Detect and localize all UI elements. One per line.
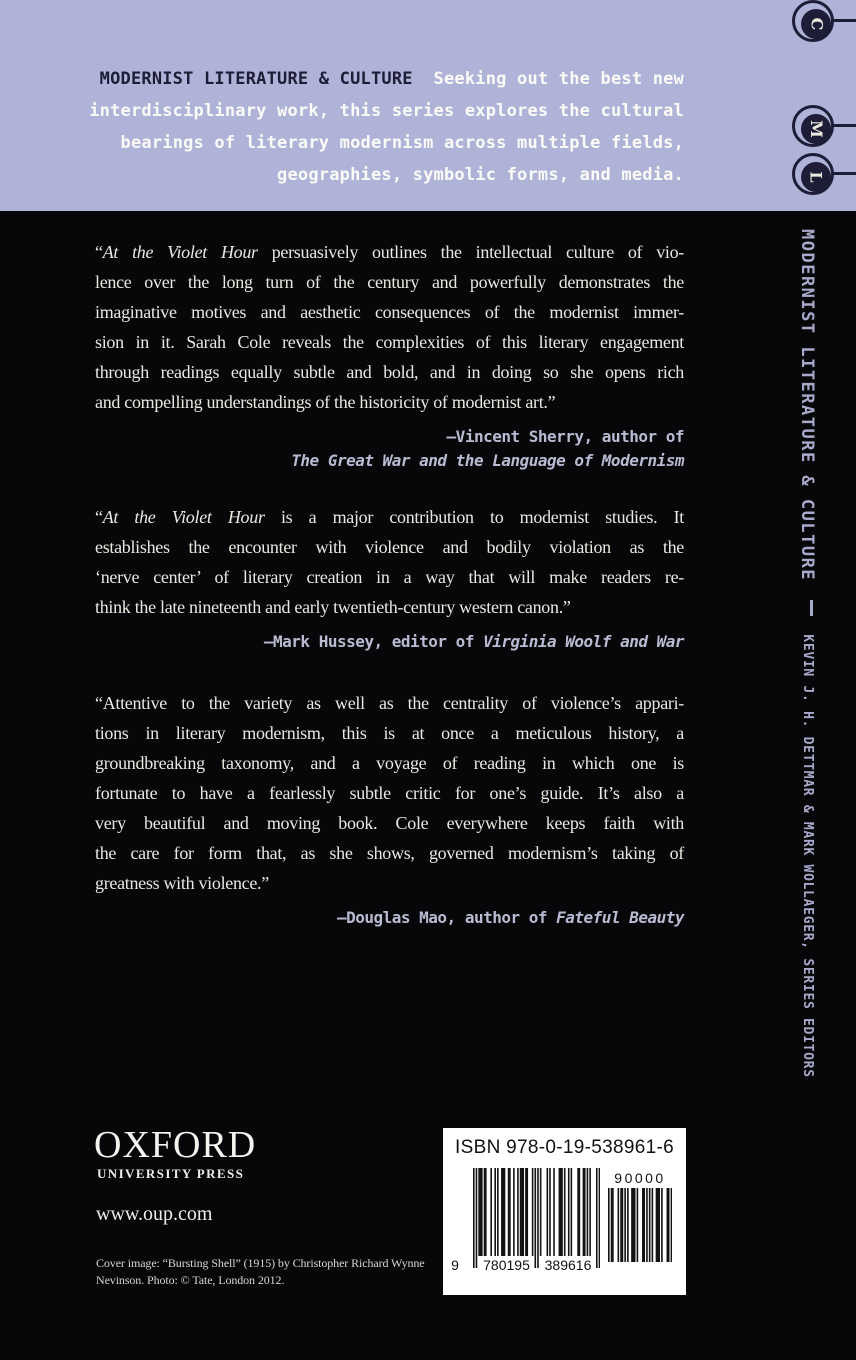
text-segment: —Vincent Sherry, author of: [446, 427, 684, 446]
mlc-logo-key-c: [792, 0, 856, 42]
text-segment: MODERNIST LITERATURE & CULTURE: [99, 69, 413, 89]
barcode-panel: [443, 1128, 686, 1295]
mlc-letter-l: L: [807, 171, 826, 183]
review-quote-mao: [95, 688, 684, 930]
series-spine-text: [797, 229, 817, 1078]
quote-attribution: [95, 906, 684, 930]
mlc-key-face: [801, 9, 831, 39]
text-segment: “: [95, 242, 103, 262]
banner-line: [84, 127, 684, 159]
text-segment: Virginia Woolf and War: [483, 632, 684, 651]
quote-line: [95, 748, 684, 778]
text-segment: geographies, symbolic forms, and media.: [277, 165, 684, 185]
quote-line: [95, 778, 684, 808]
mlc-key-face: [801, 162, 831, 192]
attribution-line: [95, 449, 684, 473]
text-segment: is a major contribution to modernist studies. It: [264, 507, 684, 527]
review-quote-sherry: [95, 237, 684, 473]
barcode-digit-group: 389616: [541, 1257, 595, 1274]
text-segment: establishes the encounter with violence and bodily violation as the: [95, 537, 684, 557]
spine-series-title: MODERNIST LITERATURE & CULTURE: [797, 229, 817, 582]
mlc-key-line: [832, 19, 856, 22]
quote-line: [95, 808, 684, 838]
text-segment: persuasively outlines the intellectual culture of vio-: [257, 242, 684, 262]
text-segment: ‘nerve center’ of literary creation in a way that will make readers re-: [95, 567, 684, 587]
text-segment: —Douglas Mao, author of: [336, 908, 557, 927]
attribution-line: [95, 906, 684, 930]
quote-line: [95, 267, 684, 297]
barcode-digit-group: 9: [449, 1257, 461, 1274]
text-segment: —Mark Hussey, editor of: [263, 632, 484, 651]
quote-line: [95, 297, 684, 327]
mlc-letter-m: M: [807, 120, 826, 138]
mlc-key-face: [801, 114, 831, 144]
quote-line: [95, 237, 684, 267]
text-segment: imaginative motives and aesthetic consequences of the modernist immer-: [95, 302, 684, 322]
text-segment: greatness with violence.”: [95, 873, 269, 893]
quote-line: [95, 688, 684, 718]
quote-line: [95, 532, 684, 562]
text-segment: The Great War and the Language of Modernism: [291, 451, 684, 470]
spine-separator: [810, 600, 813, 616]
ean5-supplement-barcode: [608, 1188, 672, 1264]
text-segment: think the late nineteenth and early twentieth-century western canon.”: [95, 597, 571, 617]
banner-line: [84, 159, 684, 191]
credit-line: Nevinson. Photo: © Tate, London 2012.: [96, 1272, 285, 1287]
price-code: 90000: [614, 1170, 666, 1186]
mlc-key-ring: [792, 153, 834, 195]
mlc-key-ring: [792, 105, 834, 147]
barcode-digit-group: 780195: [481, 1257, 532, 1274]
text-segment: bearings of literary modernism across multiple fields,: [120, 133, 684, 153]
quote-line: [95, 838, 684, 868]
text-segment: Fateful Beauty: [556, 908, 684, 927]
oxford-logo: OXFORD: [94, 1124, 257, 1166]
quote-attribution: [95, 425, 684, 473]
text-segment: and compelling understandings of the historicity of modernist art.”: [95, 392, 556, 412]
text-segment: fortunate to have a fearlessly subtle critic for one’s guide. It’s also a: [95, 783, 684, 803]
quote-line: [95, 562, 684, 592]
text-segment: “Attentive to the variety as well as the centrality of violence’s appari-: [95, 693, 684, 713]
text-segment: “: [95, 507, 103, 527]
mlc-logo-key-m: [792, 105, 856, 147]
quote-line: [95, 357, 684, 387]
quote-line: [95, 387, 684, 417]
ean13-barcode: [473, 1168, 600, 1270]
mlc-key-ring: [792, 0, 834, 42]
credit-line: Cover image: “Bursting Shell” (1915) by Christopher Richard Wynne: [96, 1256, 425, 1270]
text-segment: Seeking out the best new: [412, 69, 684, 89]
quote-line: [95, 502, 684, 532]
mlc-letter-c: C: [806, 17, 826, 31]
quote-line: [95, 592, 684, 622]
text-segment: At the Violet Hour: [102, 507, 265, 527]
attribution-line: [95, 630, 684, 654]
publisher-website: www.oup.com: [96, 1203, 213, 1225]
text-segment: through readings equally subtle and bold, and in doing so she opens rich: [95, 362, 684, 382]
text-segment: lence over the long turn of the century and powerfully demonstrates the: [95, 272, 684, 292]
quote-line: [95, 718, 684, 748]
series-banner: [0, 0, 856, 211]
quote-line: [95, 868, 684, 898]
isbn-label: ISBN 978-0-19-538961-6: [455, 1137, 674, 1158]
text-segment: groundbreaking taxonomy, and a voyage of reading in which one is: [95, 753, 684, 773]
mlc-key-line: [832, 124, 856, 127]
series-description: [84, 63, 684, 191]
attribution-line: [95, 425, 684, 449]
text-segment: interdisciplinary work, this series explores the cultural: [89, 101, 684, 121]
text-segment: sion in it. Sarah Cole reveals the complexities of this literary engagement: [95, 332, 684, 352]
cover-image-credit: [96, 1255, 425, 1288]
banner-line: [84, 95, 684, 127]
text-segment: the care for form that, as she shows, governed modernism’s taking of: [95, 843, 684, 863]
text-segment: very beautiful and moving book. Cole everywhere keeps faith with: [95, 813, 684, 833]
banner-line: [84, 63, 684, 95]
oxford-imprint: UNIVERSITY PRESS: [97, 1166, 245, 1181]
review-quote-hussey: [95, 502, 684, 654]
mlc-key-line: [832, 172, 856, 175]
quote-attribution: [95, 630, 684, 654]
spine-series-editors: KEVIN J. H. DETTMAR & MARK WOLLAEGER, SERIES EDITORS: [800, 634, 815, 1078]
mlc-logo-key-l: [792, 153, 856, 195]
text-segment: tions in literary modernism, this is at once a meticulous history, a: [95, 723, 684, 743]
quote-line: [95, 327, 684, 357]
text-segment: At the Violet Hour: [102, 242, 258, 262]
